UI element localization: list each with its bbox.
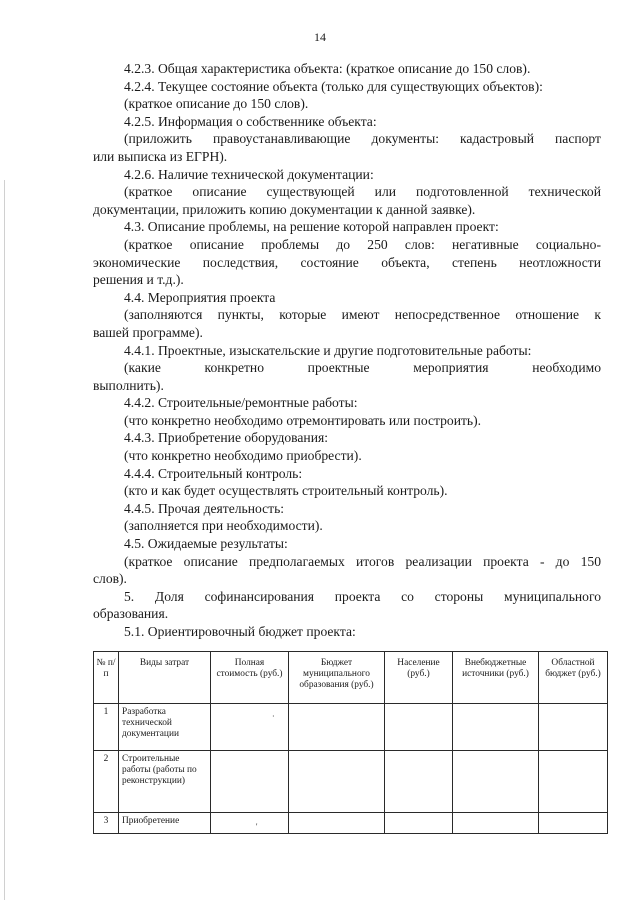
cell-population xyxy=(385,813,453,834)
row-number: 2 xyxy=(94,751,119,813)
budget-table xyxy=(93,651,608,834)
paragraph-5-line1: 5. Доля софинансирования проекта со стороны муниципального xyxy=(124,588,601,604)
cell-full-cost xyxy=(211,751,289,813)
header-cost-type: Виды затрат xyxy=(119,652,211,704)
cell-regional-budget xyxy=(539,813,608,834)
header-full-cost: Полная стоимость (руб.) xyxy=(211,652,289,704)
paragraph-4-5: 4.5. Ожидаемые результаты: xyxy=(124,536,288,552)
paragraph-4-3-note-line1: (краткое описание проблемы до 250 слов: негативные социально- xyxy=(124,236,601,252)
row-cost-type: Строительные работы (работы по реконструкции) xyxy=(119,751,211,813)
paragraph-4-4-4-note: (кто и как будет осуществлять строительный контроль). xyxy=(124,483,448,499)
paragraph-4-3: 4.3. Описание проблемы, на решение которой направлен проект: xyxy=(124,219,499,235)
paragraph-4-4-4: 4.4.4. Строительный контроль: xyxy=(124,465,303,481)
header-municipal-budget: Бюджет муниципального образования (руб.) xyxy=(289,652,385,704)
paragraph-4-3-note-line2: экономические последствия, состояние объекта, степень неотложности xyxy=(93,254,601,270)
row-number: 1 xyxy=(94,704,119,751)
stray-mark: ' xyxy=(256,822,258,831)
paragraph-4-4-1: 4.4.1. Проектные, изыскательские и другие подготовительные работы: xyxy=(124,342,532,358)
cell-regional-budget xyxy=(539,704,608,751)
paragraph-4-4-3-note: (что конкретно необходимо приобрести). xyxy=(124,448,362,464)
paragraph-4-4-note-line1: (заполняются пункты, которые имеют непосредственное отношение к xyxy=(124,307,601,323)
cell-extrabudgetary xyxy=(453,813,539,834)
cell-extrabudgetary xyxy=(453,751,539,813)
header-population: Население (руб.) xyxy=(385,652,453,704)
document-body xyxy=(93,60,601,641)
cell-full-cost xyxy=(211,813,289,834)
cell-municipal-budget xyxy=(289,704,385,751)
paragraph-4-5-note-line2: слов). xyxy=(93,571,127,587)
table-row xyxy=(94,813,608,834)
paragraph-4-4-5: 4.4.5. Прочая деятельность: xyxy=(124,500,285,516)
cell-municipal-budget xyxy=(289,813,385,834)
paragraph-4-3-note-line3: решения и т.д.). xyxy=(93,272,184,288)
header-regional-budget: Областной бюджет (руб.) xyxy=(539,652,608,704)
paragraph-4-4-2-note: (что конкретно необходимо отремонтировать или построить). xyxy=(124,412,482,428)
row-number: 3 xyxy=(94,813,119,834)
paragraph-4-2-3: 4.2.3. Общая характеристика объекта: (краткое описание до 150 слов). xyxy=(124,61,531,76)
cell-population xyxy=(385,704,453,751)
paragraph-4-2-6-note-line2: документации, приложить копию документации к данной заявке). xyxy=(93,201,476,217)
stray-mark: · xyxy=(272,712,275,721)
paragraph-4-4-note-line2: вашей программе). xyxy=(93,324,203,340)
paragraph-4-2-4: 4.2.4. Текущее состояние объекта (только для существующих объектов): xyxy=(124,78,543,94)
row-cost-type: Разработка технической документации xyxy=(119,704,211,751)
paragraph-4-2-5: 4.2.5. Информация о собственнике объекта: xyxy=(124,113,377,129)
paragraph-4-4-3: 4.4.3. Приобретение оборудования: xyxy=(124,430,329,446)
paragraph-4-4: 4.4. Мероприятия проекта xyxy=(124,289,276,305)
paragraph-4-4-1-note-line1: (какие конкретно проектные мероприятия необходимо xyxy=(124,360,601,376)
row-cost-type: Приобретение xyxy=(119,813,211,834)
paragraph-5-line2: образования. xyxy=(93,606,169,622)
paragraph-4-4-2: 4.4.2. Строительные/ремонтные работы: xyxy=(124,395,358,411)
paragraph-4-4-5-note: (заполняется при необходимости). xyxy=(124,518,323,534)
paragraph-4-2-5-note-line1: (приложить правоустанавливающие документы: кадастровый паспорт xyxy=(124,131,601,147)
paragraph-4-2-6-note-line1: (краткое описание существующей или подготовленной технической xyxy=(124,184,601,200)
table-row xyxy=(94,751,608,813)
paragraph-4-4-1-note-line2: выполнить). xyxy=(93,377,164,393)
cell-municipal-budget xyxy=(289,751,385,813)
header-number: № п/п xyxy=(94,652,119,704)
paragraph-5-1: 5.1. Ориентировочный бюджет проекта: xyxy=(124,624,356,639)
header-extrabudgetary: Внебюджетные источники (руб.) xyxy=(453,652,539,704)
table-header-row xyxy=(94,652,608,704)
paragraph-4-5-note-line1: (краткое описание предполагаемых итогов реализации проекта - до 150 xyxy=(124,553,601,569)
paragraph-4-2-6: 4.2.6. Наличие технической документации: xyxy=(124,166,374,182)
cell-full-cost xyxy=(211,704,289,751)
scan-edge-line xyxy=(4,180,5,900)
table-row xyxy=(94,704,608,751)
cell-regional-budget xyxy=(539,751,608,813)
cell-population xyxy=(385,751,453,813)
paragraph-4-2-5-note-line2: или выписка из ЕГРН). xyxy=(93,148,228,164)
page-number: 14 xyxy=(314,30,326,44)
paragraph-4-2-4-note: (краткое описание до 150 слов). xyxy=(124,96,309,112)
cell-extrabudgetary xyxy=(453,704,539,751)
